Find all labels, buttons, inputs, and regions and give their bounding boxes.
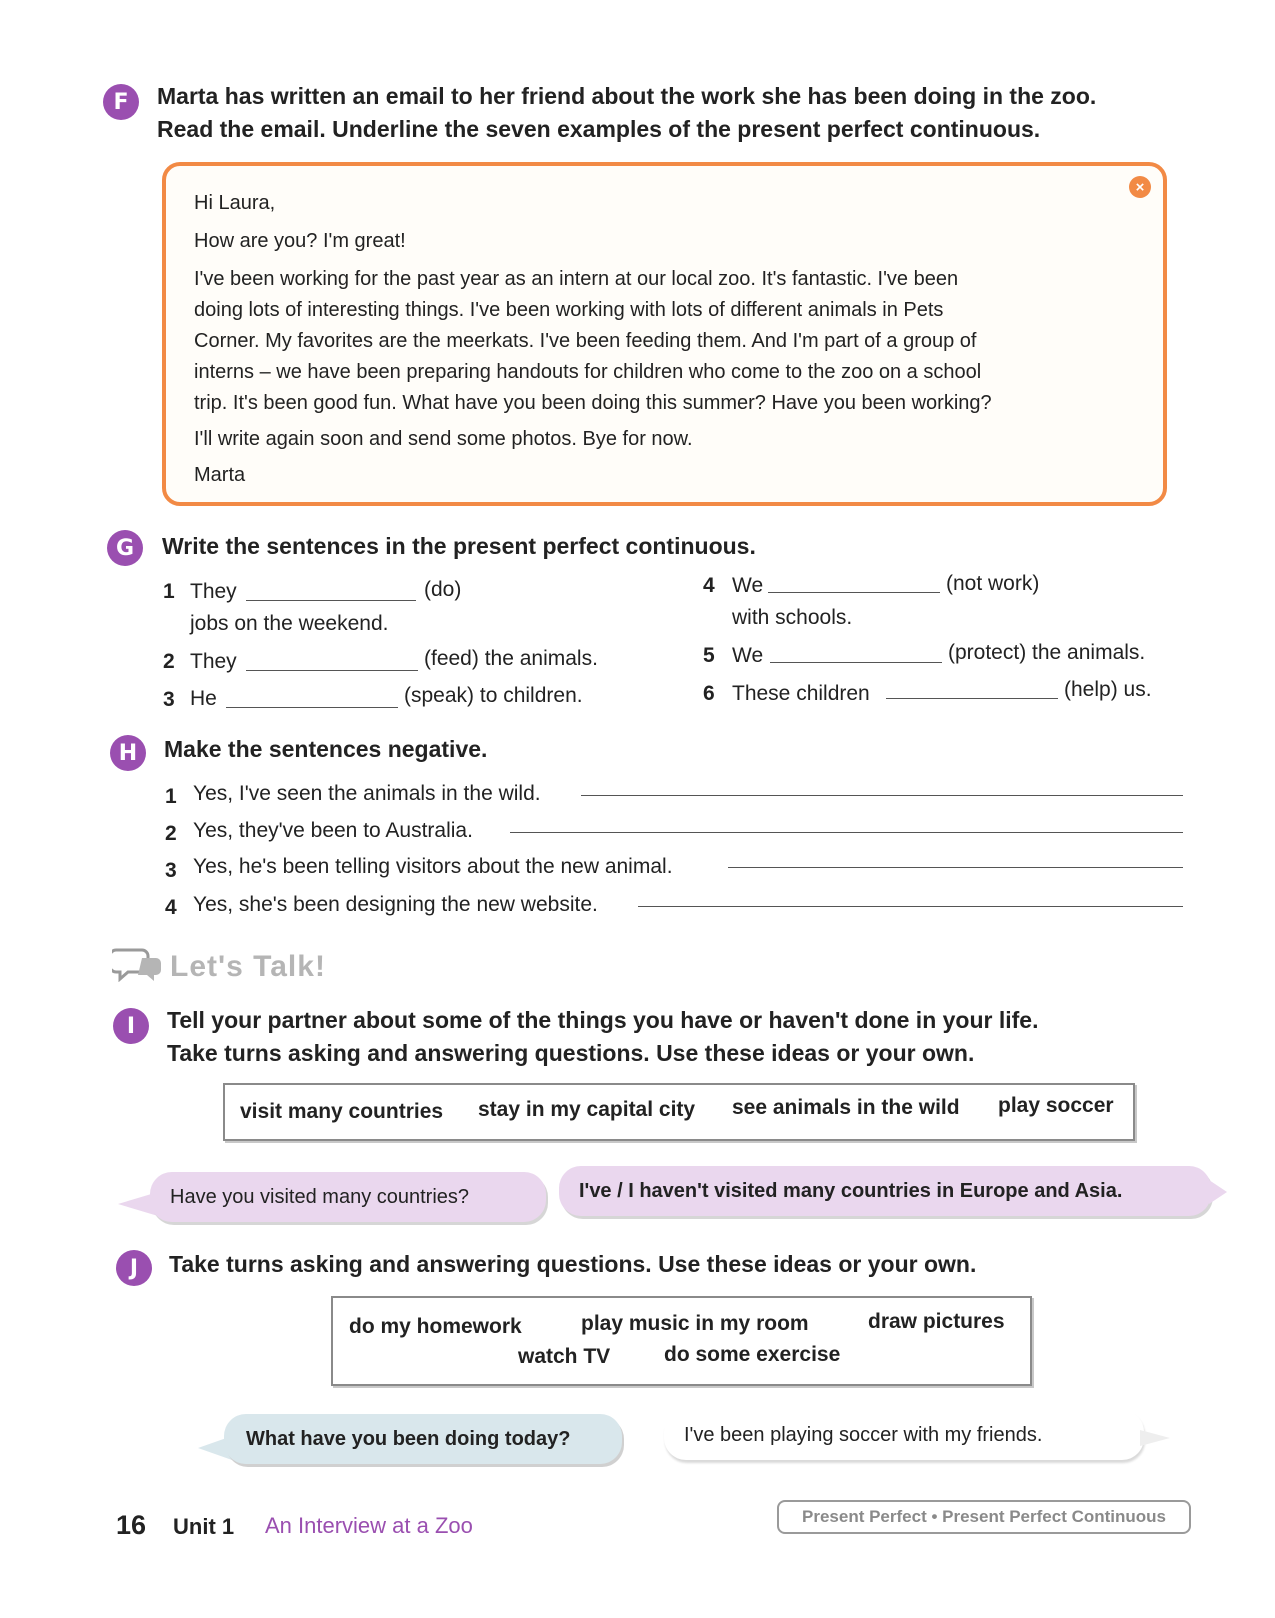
lets-talk-title: Let's Talk! [170, 950, 326, 983]
email-body-4: interns – we have been preparing handouts for children who come to the zoo on a school [194, 361, 982, 383]
idea-j-5: do some exercise [664, 1343, 841, 1366]
section-f-line-2: Read the email. Underline the seven examples of the present perfect continuous. [157, 116, 1041, 142]
answer-j-text: I've been playing soccer with my friends. [684, 1423, 1043, 1446]
idea-j-2: play music in my room [581, 1312, 809, 1335]
email-body-1: I've been working for the past year as an intern at our local zoo. It's fantastic. I've been [194, 268, 959, 290]
email-line-1: How are you? I'm great! [194, 230, 406, 252]
email-closing: I'll write again soon and send some photos. Bye for now. [194, 428, 693, 450]
idea-i-2: stay in my capital city [478, 1098, 696, 1121]
email-body-2: doing lots of interesting things. I've been working with lots of different animals in Pets [194, 299, 944, 321]
section-badge-j: J [116, 1250, 152, 1286]
g-item-6-number: 6 [703, 682, 715, 705]
h-item-1-text: Yes, I've seen the animals in the wild. [193, 782, 541, 805]
section-g-instruction: Write the sentences in the present perfect continuous. [162, 533, 756, 559]
g-item-2-subject: They [190, 650, 237, 673]
section-badge-h: H [110, 735, 146, 771]
g-item-4-continuation: with schools. [732, 606, 853, 629]
question-bubble-j [224, 1414, 622, 1464]
g-item-5-number: 5 [703, 644, 715, 667]
g-item-3-verb: (speak) to children. [404, 684, 583, 707]
h-item-2-number: 2 [165, 822, 177, 845]
g-item-5-subject: We [732, 644, 764, 667]
email-body-5: trip. It's been good fun. What have you been doing this summer? Have you been working? [194, 392, 992, 414]
email-body-3: Corner. My favorites are the meerkats. I've been feeding them. And I'm part of a group of [194, 330, 977, 352]
section-badge-i: I [113, 1008, 149, 1044]
grammar-tag [777, 1500, 1191, 1534]
idea-i-3: see animals in the wild [732, 1096, 960, 1119]
ideas-box-i [223, 1083, 1135, 1141]
answer-bubble-j-tail [1140, 1430, 1170, 1446]
idea-j-3: draw pictures [868, 1310, 1005, 1333]
idea-j-4: watch TV [518, 1345, 611, 1368]
section-f-instruction [157, 80, 1096, 146]
g-item-1-number: 1 [163, 580, 175, 603]
answer-i-text: I've / I haven't visited many countries in Europe and Asia. [579, 1179, 1123, 1202]
g-item-4-blank[interactable] [768, 592, 940, 593]
g-item-6-subject: These children [732, 682, 870, 705]
g-item-6-verb: (help) us. [1064, 678, 1152, 701]
page-number: 16 [116, 1510, 147, 1540]
section-h-instruction: Make the sentences negative. [164, 736, 488, 762]
g-item-2-number: 2 [163, 650, 175, 673]
idea-j-1: do my homework [349, 1315, 522, 1338]
answer-bubble-i-tail [1209, 1180, 1227, 1204]
answer-bubble-i [559, 1166, 1211, 1216]
h-item-4-answer-line[interactable] [638, 906, 1183, 907]
g-item-4-verb: (not work) [946, 572, 1040, 595]
section-j-instruction: Take turns asking and answering questions. Use these ideas or your own. [169, 1251, 977, 1277]
section-i-line-2: Take turns asking and answering questions. Use these ideas or your own. [167, 1040, 975, 1066]
question-bubble-i [150, 1172, 546, 1222]
email-greeting: Hi Laura, [194, 192, 276, 214]
idea-i-4: play soccer [998, 1094, 1114, 1117]
grammar-tag-text: Present Perfect • Present Perfect Continuous [802, 1507, 1166, 1526]
question-j-text: What have you been doing today? [246, 1427, 571, 1450]
h-item-3-text: Yes, he's been telling visitors about the new animal. [193, 855, 673, 878]
g-item-5-verb: (protect) the animals. [948, 641, 1146, 664]
g-item-1-blank[interactable] [246, 600, 416, 601]
section-i-line-1: Tell your partner about some of the things you have or haven't done in your life. [167, 1007, 1039, 1033]
h-item-3-answer-line[interactable] [728, 867, 1183, 868]
h-item-1-answer-line[interactable] [581, 795, 1183, 796]
speech-bubbles-icon [112, 946, 164, 982]
g-item-3-number: 3 [163, 688, 175, 711]
h-item-3-number: 3 [165, 859, 177, 882]
g-item-1-verb: (do) [424, 578, 462, 601]
unit-label: Unit 1 [173, 1514, 235, 1539]
g-item-5-blank[interactable] [770, 662, 942, 663]
email-signature: Marta [194, 464, 246, 486]
email-box [162, 162, 1167, 506]
h-item-4-number: 4 [165, 896, 177, 919]
section-f-line-1: Marta has written an email to her friend about the work she has been doing in the zoo. [157, 83, 1097, 109]
unit-title: An Interview at a Zoo [265, 1513, 473, 1538]
h-item-4-text: Yes, she's been designing the new website. [193, 893, 598, 916]
g-item-6-blank[interactable] [886, 698, 1058, 699]
g-item-3-blank[interactable] [226, 707, 398, 708]
close-icon: × [1129, 176, 1151, 198]
g-item-2-blank[interactable] [246, 670, 418, 671]
ideas-box-j [331, 1296, 1032, 1386]
g-item-4-subject: We [732, 574, 764, 597]
g-item-3-subject: He [190, 687, 217, 710]
g-item-4-number: 4 [703, 574, 715, 597]
section-badge-f: F [103, 84, 139, 120]
section-badge-g: G [107, 530, 143, 566]
h-item-2-text: Yes, they've been to Australia. [193, 819, 473, 842]
g-item-1-continuation: jobs on the weekend. [190, 612, 389, 635]
g-item-2-verb: (feed) the animals. [424, 647, 598, 670]
g-item-1-subject: They [190, 580, 237, 603]
idea-i-1: visit many countries [240, 1100, 444, 1123]
h-item-1-number: 1 [165, 785, 177, 808]
question-i-text: Have you visited many countries? [170, 1185, 470, 1208]
answer-bubble-j [664, 1410, 1144, 1460]
section-i-instruction [167, 1004, 1038, 1070]
h-item-2-answer-line[interactable] [510, 832, 1183, 833]
